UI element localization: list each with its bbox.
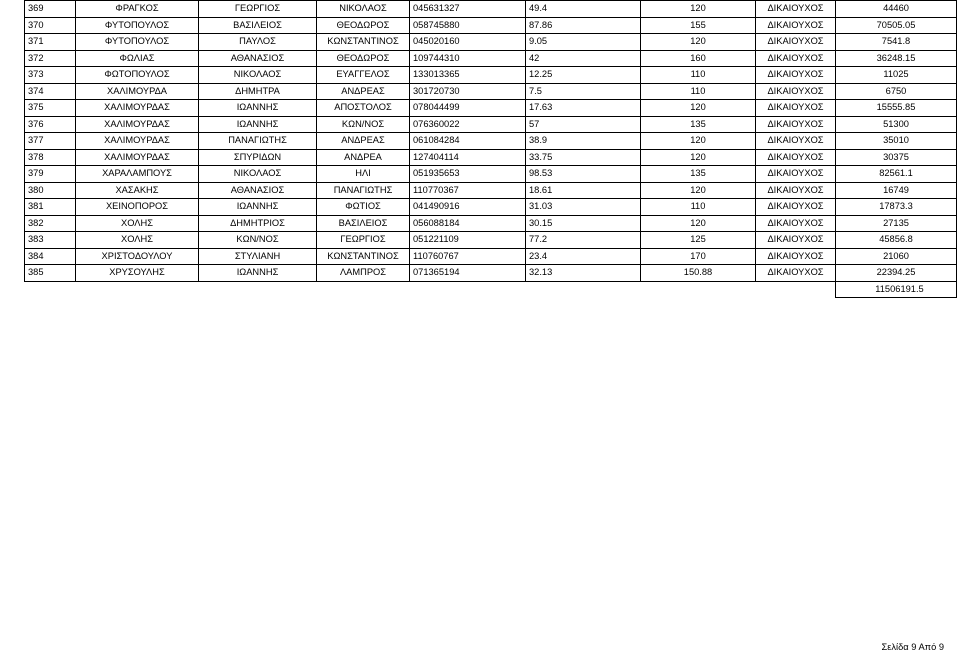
table-row — [25, 116, 957, 133]
first-name-cell: ΣΠΥΡΙΔΩΝ — [199, 149, 317, 166]
table-row — [25, 149, 957, 166]
amount-value-cell: 35010 — [836, 133, 957, 150]
area-value-cell: 33.75 — [526, 149, 641, 166]
record-id-cell: 376 — [25, 116, 76, 133]
amount-value-cell: 16749 — [836, 182, 957, 199]
surname-cell: ΧΑΛΙΜΟΥΡΔΑΣ — [76, 100, 199, 117]
status-cell: ΔΙΚΑΙΟΥΧΟΣ — [756, 100, 836, 117]
surname-cell: ΦΩΛΙΑΣ — [76, 50, 199, 67]
grand-total: 11506191.5 — [836, 281, 957, 298]
first-name-cell: ΑΘΑΝΑΣΙΟΣ — [199, 182, 317, 199]
father-name-cell: ΠΑΝΑΓΙΩΤΗΣ — [317, 182, 410, 199]
tax-id-cell: 109744310 — [410, 50, 526, 67]
tax-id-cell: 110760767 — [410, 248, 526, 265]
record-id-cell: 370 — [25, 17, 76, 34]
surname-cell: ΦΡΑΓΚΟΣ — [76, 1, 199, 18]
first-name-cell: ΔΗΜΗΤΡΙΟΣ — [199, 215, 317, 232]
empty-cell — [641, 281, 756, 298]
rate-value-cell: 110 — [641, 199, 756, 216]
table-row — [25, 166, 957, 183]
area-value-cell: 17.63 — [526, 100, 641, 117]
tax-id-cell: 058745880 — [410, 17, 526, 34]
status-cell: ΔΙΚΑΙΟΥΧΟΣ — [756, 67, 836, 84]
tax-id-cell: 078044499 — [410, 100, 526, 117]
table-row — [25, 1, 957, 18]
record-id-cell: 383 — [25, 232, 76, 249]
tax-id-cell: 110770367 — [410, 182, 526, 199]
table-row — [25, 199, 957, 216]
area-value-cell: 57 — [526, 116, 641, 133]
record-id-cell: 375 — [25, 100, 76, 117]
record-id-cell: 381 — [25, 199, 76, 216]
record-id-cell: 374 — [25, 83, 76, 100]
table-row — [25, 83, 957, 100]
status-cell: ΔΙΚΑΙΟΥΧΟΣ — [756, 17, 836, 34]
area-value-cell: 9.05 — [526, 34, 641, 51]
rate-value-cell: 135 — [641, 166, 756, 183]
area-value-cell: 42 — [526, 50, 641, 67]
first-name-cell: ΙΩΑΝΝΗΣ — [199, 116, 317, 133]
tax-id-cell: 045631327 — [410, 1, 526, 18]
surname-cell: ΧΑΣΑΚΗΣ — [76, 182, 199, 199]
father-name-cell: ΦΩΤΙΟΣ — [317, 199, 410, 216]
status-cell: ΔΙΚΑΙΟΥΧΟΣ — [756, 50, 836, 67]
tax-id-cell: 051221109 — [410, 232, 526, 249]
table-row — [25, 34, 957, 51]
first-name-cell: ΒΑΣΙΛΕΙΟΣ — [199, 17, 317, 34]
status-cell: ΔΙΚΑΙΟΥΧΟΣ — [756, 149, 836, 166]
amount-value-cell: 6750 — [836, 83, 957, 100]
status-cell: ΔΙΚΑΙΟΥΧΟΣ — [756, 232, 836, 249]
tax-id-cell: 071365194 — [410, 265, 526, 282]
tax-id-cell: 127404114 — [410, 149, 526, 166]
first-name-cell: ΠΑΝΑΓΙΩΤΗΣ — [199, 133, 317, 150]
record-id-cell: 384 — [25, 248, 76, 265]
area-value-cell: 23.4 — [526, 248, 641, 265]
status-cell: ΔΙΚΑΙΟΥΧΟΣ — [756, 182, 836, 199]
status-cell: ΔΙΚΑΙΟΥΧΟΣ — [756, 1, 836, 18]
area-value-cell: 87.86 — [526, 17, 641, 34]
father-name-cell: ΚΩΝΣΤΑΝΤΙΝΟΣ — [317, 248, 410, 265]
record-id-cell: 380 — [25, 182, 76, 199]
records-table — [24, 0, 957, 298]
empty-cell — [25, 281, 76, 298]
table-row — [25, 215, 957, 232]
surname-cell: ΦΩΤΟΠΟΥΛΟΣ — [76, 67, 199, 84]
father-name-cell: ΕΥΑΓΓΕΛΟΣ — [317, 67, 410, 84]
first-name-cell: ΙΩΑΝΝΗΣ — [199, 265, 317, 282]
record-id-cell: 372 — [25, 50, 76, 67]
surname-cell: ΧΟΛΗΣ — [76, 215, 199, 232]
father-name-cell: ΑΝΔΡΕΑ — [317, 149, 410, 166]
rate-value-cell: 125 — [641, 232, 756, 249]
surname-cell: ΧΡΥΣΟΥΛΗΣ — [76, 265, 199, 282]
first-name-cell: ΓΕΩΡΓΙΟΣ — [199, 1, 317, 18]
amount-value-cell: 15555.85 — [836, 100, 957, 117]
empty-cell — [756, 281, 836, 298]
table-row — [25, 232, 957, 249]
record-id-cell: 371 — [25, 34, 76, 51]
surname-cell: ΧΑΛΙΜΟΥΡΔΑΣ — [76, 116, 199, 133]
total-row — [25, 281, 957, 298]
amount-value-cell: 27135 — [836, 215, 957, 232]
record-id-cell: 373 — [25, 67, 76, 84]
area-value-cell: 12.25 — [526, 67, 641, 84]
empty-cell — [410, 281, 526, 298]
surname-cell: ΧΑΛΙΜΟΥΡΔΑΣ — [76, 149, 199, 166]
amount-value-cell: 44460 — [836, 1, 957, 18]
amount-value-cell: 11025 — [836, 67, 957, 84]
table-body — [25, 1, 957, 298]
first-name-cell: ΑΘΑΝΑΣΙΟΣ — [199, 50, 317, 67]
first-name-cell: ΣΤΥΛΙΑΝΗ — [199, 248, 317, 265]
amount-value-cell: 51300 — [836, 116, 957, 133]
first-name-cell: ΔΗΜΗΤΡΑ — [199, 83, 317, 100]
father-name-cell: ΑΝΔΡΕΑΣ — [317, 133, 410, 150]
area-value-cell: 31.03 — [526, 199, 641, 216]
status-cell: ΔΙΚΑΙΟΥΧΟΣ — [756, 199, 836, 216]
father-name-cell: ΑΠΟΣΤΟΛΟΣ — [317, 100, 410, 117]
table-row — [25, 182, 957, 199]
rate-value-cell: 170 — [641, 248, 756, 265]
area-value-cell: 98.53 — [526, 166, 641, 183]
amount-value-cell: 30375 — [836, 149, 957, 166]
rate-value-cell: 110 — [641, 83, 756, 100]
father-name-cell: ΗΛΙ — [317, 166, 410, 183]
first-name-cell: ΙΩΑΝΝΗΣ — [199, 100, 317, 117]
status-cell: ΔΙΚΑΙΟΥΧΟΣ — [756, 215, 836, 232]
rate-value-cell: 120 — [641, 34, 756, 51]
father-name-cell: ΚΩΝΣΤΑΝΤΙΝΟΣ — [317, 34, 410, 51]
area-value-cell: 38.9 — [526, 133, 641, 150]
empty-cell — [199, 281, 317, 298]
father-name-cell: ΒΑΣΙΛΕΙΟΣ — [317, 215, 410, 232]
table-row — [25, 100, 957, 117]
area-value-cell: 49.4 — [526, 1, 641, 18]
first-name-cell: ΝΙΚΟΛΑΟΣ — [199, 67, 317, 84]
amount-value-cell: 70505.05 — [836, 17, 957, 34]
surname-cell: ΧΕΙΝΟΠΟΡΟΣ — [76, 199, 199, 216]
empty-cell — [76, 281, 199, 298]
amount-value-cell: 22394.25 — [836, 265, 957, 282]
surname-cell: ΦΥΤΟΠΟΥΛΟΣ — [76, 34, 199, 51]
first-name-cell: ΚΩΝ/ΝΟΣ — [199, 232, 317, 249]
page-footer: Σελίδα 9 Από 9 — [881, 642, 944, 652]
rate-value-cell: 120 — [641, 149, 756, 166]
surname-cell: ΧΑΡΑΛΑΜΠΟΥΣ — [76, 166, 199, 183]
father-name-cell: ΑΝΔΡΕΑΣ — [317, 83, 410, 100]
father-name-cell: ΚΩΝ/ΝΟΣ — [317, 116, 410, 133]
status-cell: ΔΙΚΑΙΟΥΧΟΣ — [756, 265, 836, 282]
area-value-cell: 18.61 — [526, 182, 641, 199]
table-row — [25, 67, 957, 84]
table-row — [25, 17, 957, 34]
rate-value-cell: 120 — [641, 100, 756, 117]
surname-cell: ΦΥΤΟΠΟΥΛΟΣ — [76, 17, 199, 34]
status-cell: ΔΙΚΑΙΟΥΧΟΣ — [756, 166, 836, 183]
tax-id-cell: 076360022 — [410, 116, 526, 133]
amount-value-cell: 36248.15 — [836, 50, 957, 67]
amount-value-cell: 17873.3 — [836, 199, 957, 216]
rate-value-cell: 150.88 — [641, 265, 756, 282]
area-value-cell: 7.5 — [526, 83, 641, 100]
empty-cell — [317, 281, 410, 298]
status-cell: ΔΙΚΑΙΟΥΧΟΣ — [756, 248, 836, 265]
first-name-cell: ΙΩΑΝΝΗΣ — [199, 199, 317, 216]
record-id-cell: 378 — [25, 149, 76, 166]
tax-id-cell: 301720730 — [410, 83, 526, 100]
tax-id-cell: 045020160 — [410, 34, 526, 51]
father-name-cell: ΛΑΜΠΡΟΣ — [317, 265, 410, 282]
amount-value-cell: 82561.1 — [836, 166, 957, 183]
table-row — [25, 133, 957, 150]
amount-value-cell: 45856.8 — [836, 232, 957, 249]
tax-id-cell: 133013365 — [410, 67, 526, 84]
rate-value-cell: 120 — [641, 1, 756, 18]
table-row — [25, 50, 957, 67]
area-value-cell: 30.15 — [526, 215, 641, 232]
rate-value-cell: 110 — [641, 67, 756, 84]
status-cell: ΔΙΚΑΙΟΥΧΟΣ — [756, 133, 836, 150]
father-name-cell: ΘΕΟΔΩΡΟΣ — [317, 17, 410, 34]
first-name-cell: ΠΑΥΛΟΣ — [199, 34, 317, 51]
status-cell: ΔΙΚΑΙΟΥΧΟΣ — [756, 83, 836, 100]
record-id-cell: 369 — [25, 1, 76, 18]
tax-id-cell: 041490916 — [410, 199, 526, 216]
amount-value-cell: 21060 — [836, 248, 957, 265]
table-row — [25, 248, 957, 265]
area-value-cell: 77.2 — [526, 232, 641, 249]
rate-value-cell: 120 — [641, 215, 756, 232]
status-cell: ΔΙΚΑΙΟΥΧΟΣ — [756, 116, 836, 133]
surname-cell: ΧΑΛΙΜΟΥΡΔΑ — [76, 83, 199, 100]
tax-id-cell: 051935653 — [410, 166, 526, 183]
father-name-cell: ΘΕΟΔΩΡΟΣ — [317, 50, 410, 67]
first-name-cell: ΝΙΚΟΛΑΟΣ — [199, 166, 317, 183]
amount-value-cell: 7541.8 — [836, 34, 957, 51]
rate-value-cell: 120 — [641, 182, 756, 199]
status-cell: ΔΙΚΑΙΟΥΧΟΣ — [756, 34, 836, 51]
tax-id-cell: 061084284 — [410, 133, 526, 150]
rate-value-cell: 160 — [641, 50, 756, 67]
record-id-cell: 385 — [25, 265, 76, 282]
surname-cell: ΧΡΙΣΤΟΔΟΥΛΟΥ — [76, 248, 199, 265]
area-value-cell: 32.13 — [526, 265, 641, 282]
surname-cell: ΧΑΛΙΜΟΥΡΔΑΣ — [76, 133, 199, 150]
rate-value-cell: 155 — [641, 17, 756, 34]
tax-id-cell: 056088184 — [410, 215, 526, 232]
father-name-cell: ΓΕΩΡΓΙΟΣ — [317, 232, 410, 249]
record-id-cell: 382 — [25, 215, 76, 232]
surname-cell: ΧΟΛΗΣ — [76, 232, 199, 249]
empty-cell — [526, 281, 641, 298]
father-name-cell: ΝΙΚΟΛΑΟΣ — [317, 1, 410, 18]
rate-value-cell: 135 — [641, 116, 756, 133]
table-row — [25, 265, 957, 282]
record-id-cell: 377 — [25, 133, 76, 150]
record-id-cell: 379 — [25, 166, 76, 183]
rate-value-cell: 120 — [641, 133, 756, 150]
